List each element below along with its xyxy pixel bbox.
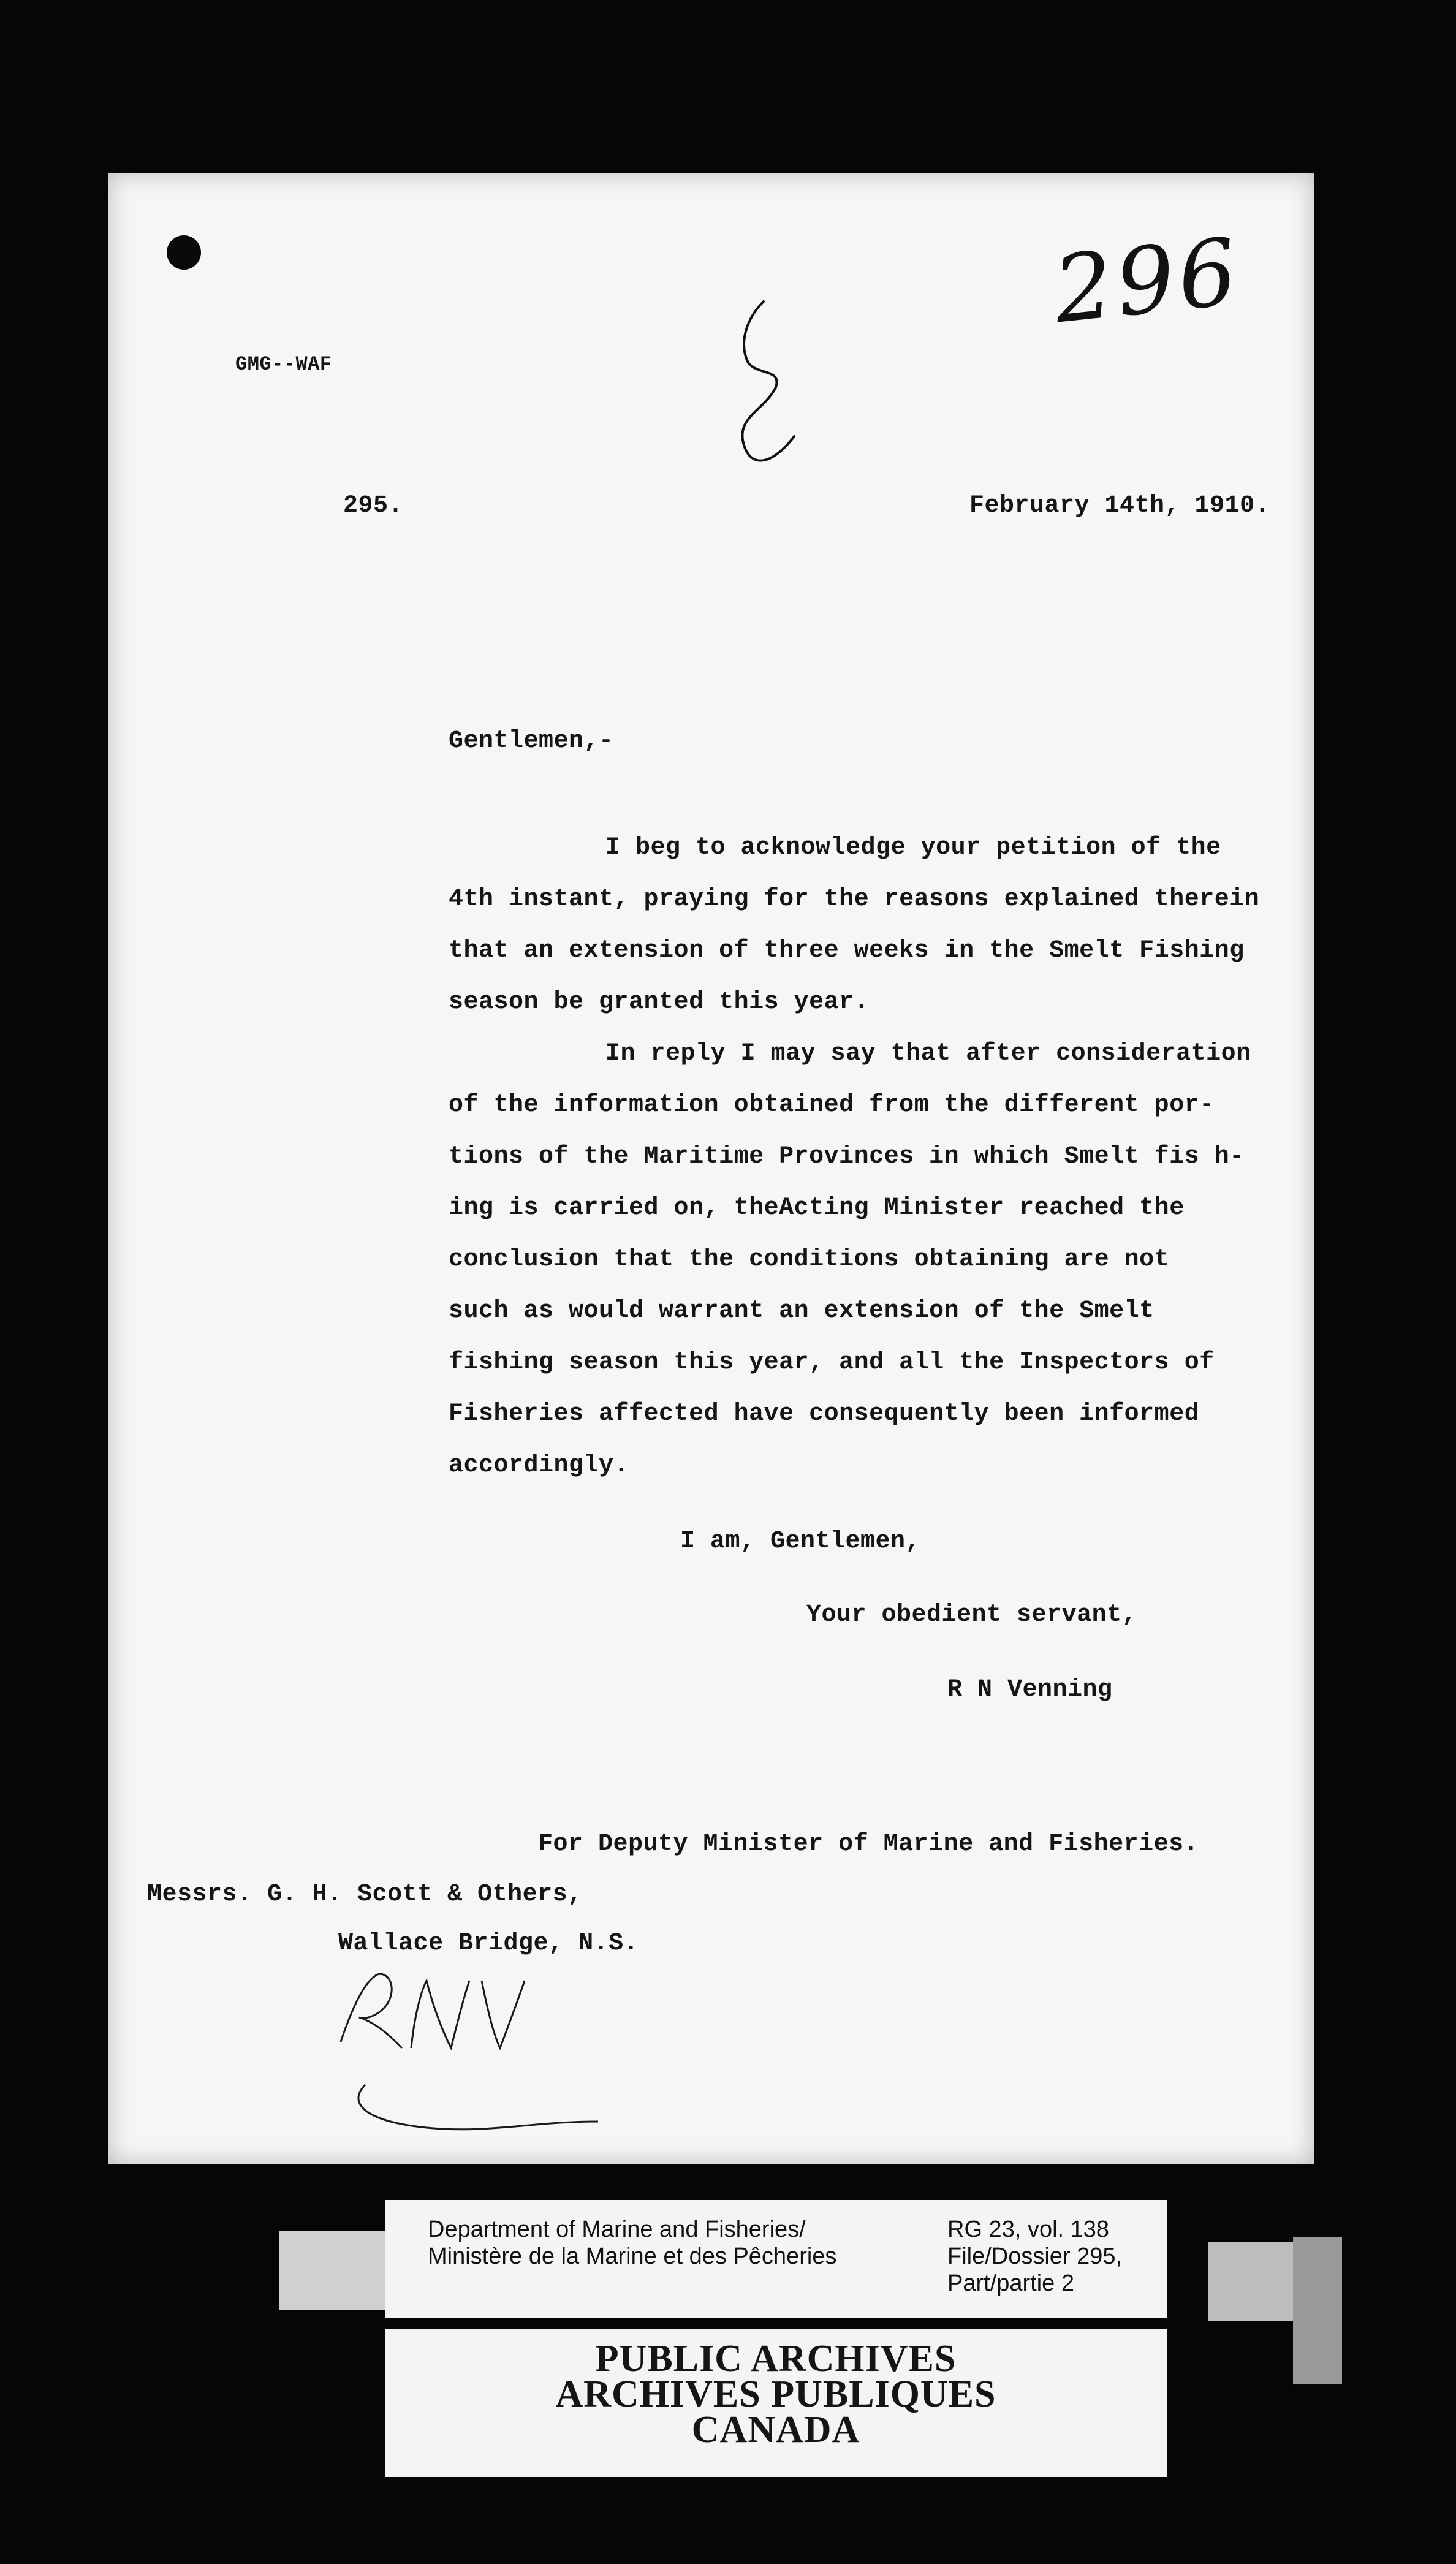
scanner-edge-left <box>279 2231 387 2310</box>
department-fr: Ministère de la Marine et des Pêcheries <box>428 2244 837 2269</box>
complimentary-close: Your obedient servant, <box>806 1601 1137 1629</box>
archive-stamp <box>385 2338 1167 2451</box>
file-part: Part/partie 2 <box>947 2270 1074 2296</box>
stamp-line-2: ARCHIVES PUBLIQUES <box>555 2373 996 2415</box>
stamp-line-1: PUBLIC ARCHIVES <box>595 2338 957 2380</box>
addressee-name: Messrs. G. H. Scott & Others, <box>147 1881 583 1908</box>
salutation: Gentlemen,- <box>449 727 614 755</box>
body-line: tions of the Maritime Provinces in which Smelt fis h- <box>449 1143 1245 1170</box>
body-line: In reply I may say that after consideration <box>605 1040 1251 1068</box>
stamp-line-3: CANADA <box>691 2409 860 2451</box>
handwritten-page-number: 296 <box>1048 218 1246 344</box>
archive-reference-label <box>385 2200 1167 2318</box>
file-number: 295. <box>343 492 404 520</box>
signature-title: For Deputy Minister of Marine and Fisheries. <box>538 1830 1199 1858</box>
archive-stamp-box <box>385 2329 1167 2477</box>
body-line: such as would warrant an extension of the Smelt <box>449 1297 1155 1325</box>
letter-page <box>108 173 1314 2164</box>
body-line: accordingly. <box>449 1452 629 1479</box>
scanner-edge-corner <box>1293 2237 1342 2384</box>
file-dossier: File/Dossier 295, <box>947 2244 1123 2269</box>
body-line: fishing season this year, and all the Inspectors of <box>449 1349 1215 1376</box>
punch-hole <box>167 235 201 270</box>
addressee-location: Wallace Bridge, N.S. <box>338 1930 639 1957</box>
department-names <box>428 2216 836 2270</box>
department-en: Department of Marine and Fisheries/ <box>428 2217 806 2242</box>
body-line: Fisheries affected have consequently been informed <box>449 1400 1200 1428</box>
body-line: I beg to acknowledge your petition of the <box>605 834 1221 862</box>
reference-initials: GMG--WAF <box>235 353 332 376</box>
signatory: R N Venning <box>947 1676 1113 1704</box>
body-line: that an extension of three weeks in the Smelt Fishing <box>449 937 1245 965</box>
file-references <box>947 2216 1122 2297</box>
body-line: ing is carried on, theActing Minister reached the <box>449 1194 1185 1222</box>
body-line: 4th instant, praying for the reasons explained therein <box>449 886 1260 913</box>
body-line: conclusion that the conditions obtaining are not <box>449 1246 1170 1273</box>
closing: I am, Gentlemen, <box>680 1528 921 1555</box>
body-line: of the information obtained from the different por- <box>449 1091 1215 1119</box>
handwritten-mark <box>721 295 806 504</box>
body-line: season be granted this year. <box>449 988 870 1016</box>
handwritten-initials-signature <box>328 1956 635 2140</box>
reference-group: RG 23, vol. 138 <box>947 2217 1110 2242</box>
letter-date: February 14th, 1910. <box>969 492 1270 520</box>
